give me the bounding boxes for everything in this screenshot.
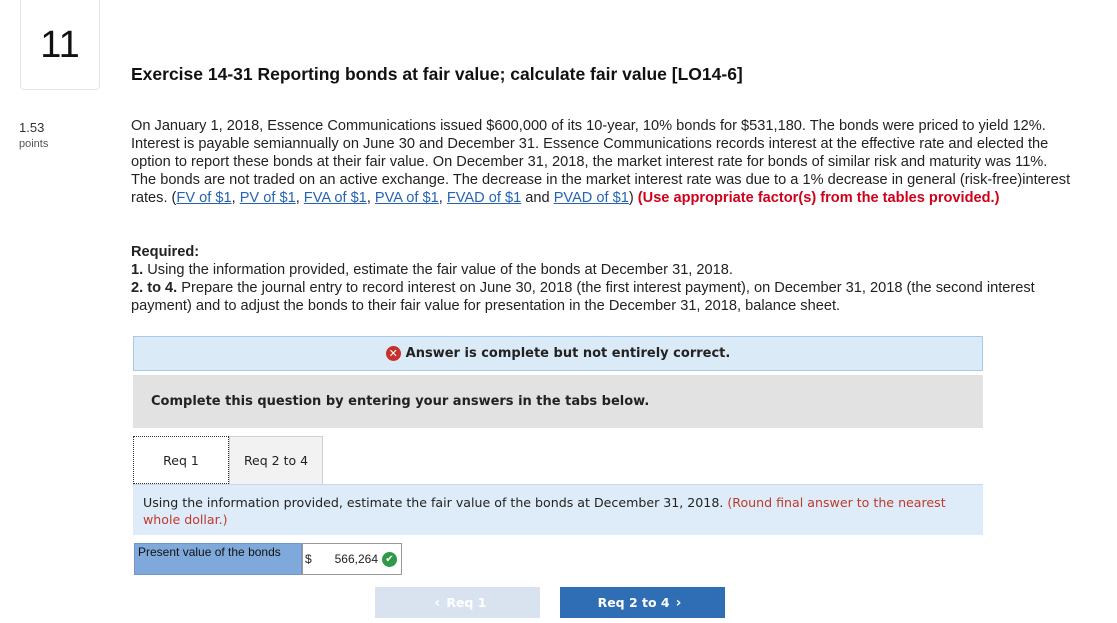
points-value: 1.53 (19, 120, 45, 135)
pva-of-1-link[interactable]: PVA of $1 (374, 190, 439, 206)
problem-paragraph: On January 1, 2018, Essence Communications issued $600,000 of its 10-year, 10% bonds for $531,180. The bonds were priced to yield 12%. Interest is payable semiannually on June 30 and December 31. Essence Communications records interest at the effective rate and elected the option to report these bonds at their fair value. On December 31, 2018, the market interest rate for bonds of similar risk and maturity was 11%. The bonds are not traded on an active exchange. The decrease in the market interest rate was due to a 1% decrease in general (risk-free)interest rates. ( (131, 118, 1071, 206)
error-x-icon: ✕ (386, 346, 401, 361)
tab-req-2-to-4[interactable]: Req 2 to 4 (229, 436, 323, 484)
factor-instruction: (Use appropriate factor(s) from the tables provided.) (637, 190, 1000, 206)
req1-instruction-text: Using the information provided, estimate the fair value of the bonds at December 31, 2018. (143, 495, 724, 510)
fva-of-1-link[interactable]: FVA of $1 (303, 190, 367, 206)
instructions-text: Complete this question by entering your answers in the tabs below. (151, 394, 650, 409)
pv-answer-input[interactable] (302, 543, 402, 575)
prev-button[interactable] (375, 587, 540, 618)
currency-symbol: $ (305, 552, 312, 566)
pv-answer-value: 566,264 (334, 552, 378, 566)
exercise-title: Exercise 14-31 Reporting bonds at fair value; calculate fair value [LO14-6] (131, 64, 743, 84)
round-note: (Round final answer to the nearest whole dollar.) (143, 495, 946, 527)
req1-instruction (133, 484, 983, 535)
tab-req-1[interactable]: Req 1 (133, 436, 229, 484)
required-item-1-number: 1. (131, 262, 144, 278)
problem-text: On January 1, 2018, Essence Communications issued $600,000 of its 10-year, 10% bonds for $531,180. The bonds were priced to yield 12%. Interest is payable semiannually on June 30 and December 31. Essence Communications records interest at the effective rate and elected the option to report these bonds at their fair value. On December 31, 2018, the market interest rate for bonds of similar risk and maturity was 11%. The bonds are not traded on an active exchange. The decrease in the market interest rate was due to a 1% decrease in general (risk-free)interest rates. (FV of $1, PV of $1, FVA of $1, PVA of $1, FVAD of $1 and PVAD of $1) (Use appropriate factor(s) from the tables provided.) (131, 118, 1071, 206)
next-button-label: Req 2 to 4 (597, 595, 670, 610)
required-section (131, 243, 1076, 315)
required-heading: Required: (131, 244, 200, 260)
correct-check-icon: ✔ (382, 552, 397, 567)
points-label: points (19, 138, 49, 150)
close-paren: ) (628, 190, 634, 206)
answer-status-banner (133, 336, 983, 371)
required-item-2-number: 2. to 4. (131, 280, 178, 296)
prev-button-label: Req 1 (446, 595, 487, 610)
required-item-2-text: Prepare the journal entry to record interest on June 30, 2018 (the first interest payment), on December 31, 2018 (the second interest payment) and to adjust the bonds to their fair value for presentation in the December 31, 2018, balance sheet. (131, 280, 1035, 314)
next-button[interactable] (560, 587, 725, 618)
pv-label-cell: Present value of the bonds (134, 543, 302, 575)
and-text: and (521, 190, 554, 206)
pv-of-1-link[interactable]: PV of $1 (239, 190, 296, 206)
fv-of-1-link[interactable]: FV of $1 (176, 190, 232, 206)
pvad-of-1-link[interactable]: PVAD of $1 (553, 190, 629, 206)
required-item-1 (131, 261, 1076, 279)
question-number-box (20, 0, 100, 90)
chevron-right-icon: › (675, 594, 682, 611)
question-number: 11 (40, 24, 80, 66)
points-indicator (19, 119, 48, 153)
required-item-2 (131, 279, 1076, 315)
instructions-box (133, 375, 983, 428)
chevron-left-icon: ‹ (434, 594, 441, 611)
required-item-1-text: Using the information provided, estimate the fair value of the bonds at December 31, 2018. (143, 262, 733, 278)
answer-status-text: Answer is complete but not entirely correct. (405, 346, 731, 361)
fvad-of-1-link[interactable]: FVAD of $1 (446, 190, 522, 206)
